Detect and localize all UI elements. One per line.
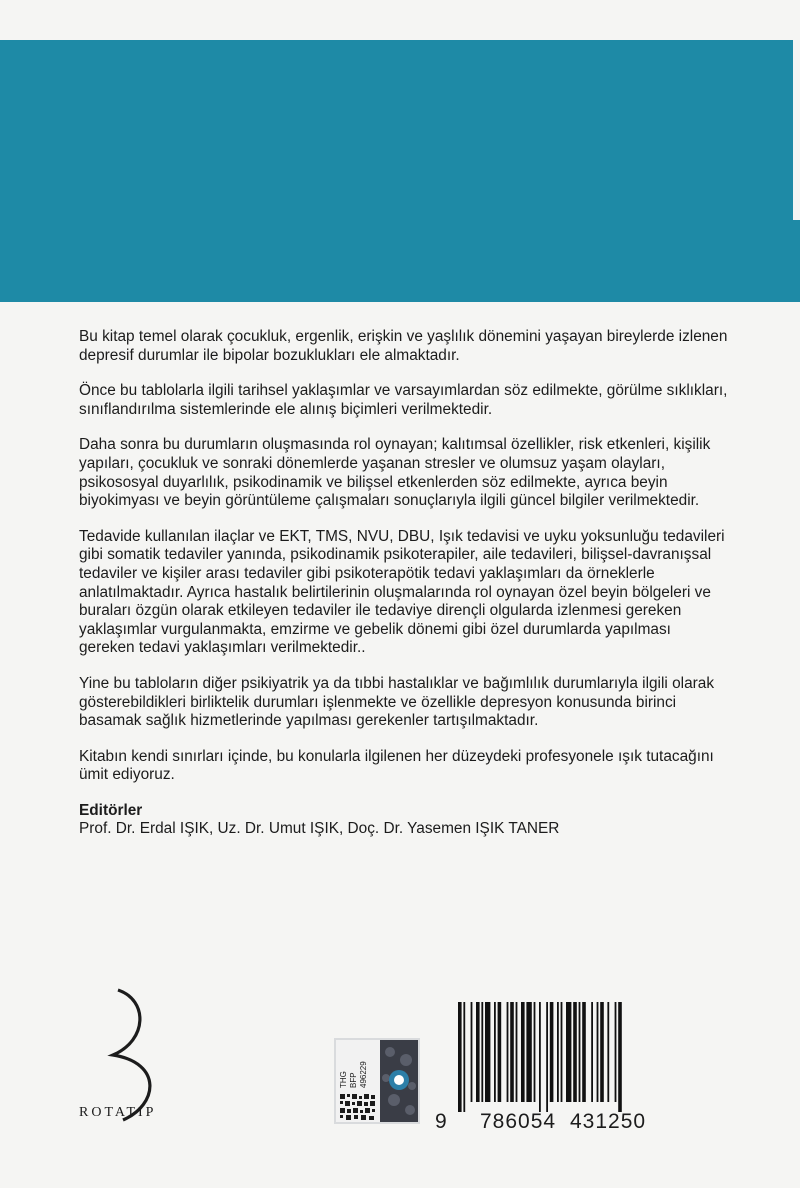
cover-color-band [0, 40, 793, 302]
barcode-bar [557, 1002, 559, 1102]
sticker-line-1: THG [339, 1071, 348, 1088]
barcode-bar [546, 1002, 548, 1112]
barcode-bar [582, 1002, 586, 1102]
barcode-bar [526, 1002, 531, 1102]
editors-block [79, 802, 729, 839]
barcode-bar [471, 1002, 473, 1102]
barcode-bar [591, 1002, 593, 1102]
barcode-bar [458, 1002, 462, 1112]
barcode-bar [607, 1002, 609, 1102]
barcode-bar [566, 1002, 571, 1102]
back-cover-text [79, 328, 729, 839]
publisher-name: ROTATIP [79, 1105, 157, 1120]
editors-names: Prof. Dr. Erdal IŞIK, Uz. Dr. Umut IŞIK, Doç. Dr. Yasemen IŞIK TANER [79, 820, 560, 838]
barcode-bar [539, 1002, 541, 1112]
barcode-bar [498, 1002, 502, 1102]
paragraph-closing: Kitabın kendi sınırları içinde, bu konularla ilgilenen her düzeydeki profesyonele ışık tutacağını ümit ediyoruz. [79, 747, 714, 784]
barcode-bar [534, 1002, 536, 1102]
barcode-bar [618, 1002, 622, 1112]
isbn-group-1: 786054 [480, 1110, 557, 1133]
barcode-bar [579, 1002, 581, 1102]
isbn-lead-digit: 9 [435, 1110, 448, 1133]
barcode-bar [463, 1002, 465, 1112]
paragraph-treatment: Tedavide kullanılan ilaçlar ve EKT, TMS, NVU, DBU, Işık tedavisi ve uyku yoksunluğu tedavileri gibi somatik tedaviler yanında, psikodinamik psikoterapiler, aile tedavileri, bilişsel-davranışsal tedaviler ve kişiler arası tedaviler gibi psikoterapötik tedavi yaklaşımları da örneklerle anlatılmaktadır. Ayrıca hastalık belirtilerinin oluşmalarında rol oynayan özel beyin bölgeleri ve buraları özgün olarak etkileyen tedaviler ile tedaviye dirençli olgularda izlenmesi gereken yaklaşımlar vurgulanmakta, emzirme ve gebelik dönemi gibi özel durumlarda yapılması gereken tedavi yaklaşımları verilmektedir.. [79, 527, 725, 657]
editors-title: Editörler [79, 801, 143, 819]
barcode-bar [485, 1002, 490, 1102]
barcode-bar [597, 1002, 599, 1102]
barcode-bar [615, 1002, 617, 1102]
barcode-bar [521, 1002, 525, 1102]
paragraph-comorbidity: Yine bu tabloların diğer psikiyatrik ya da tıbbi hastalıklar ve bağımlılık durumlarıyla ilgili olarak gösterebildikleri birliktelik durumları işlenmekte ve özellikle depresyon konusunda birinci basamak sağlık hizmetlerinde yapılması gerekenler tartışılmaktadır. [79, 674, 715, 730]
barcode-bar [476, 1002, 480, 1102]
barcode-bar [550, 1002, 554, 1102]
rotatip-logo-icon [78, 985, 178, 1125]
barcode-bar [507, 1002, 509, 1102]
barcode-bar [481, 1002, 483, 1102]
barcode-bar [600, 1002, 604, 1102]
paragraph-intro: Bu kitap temel olarak çocukluk, ergenlik, erişkin ve yaşlılık dönemini yaşayan bireylerde izlenen depresif durumlar ile bipolar bozuklukları ele almaktadır. [79, 328, 728, 364]
barcode-bar [573, 1002, 577, 1102]
isbn-barcode [458, 1002, 668, 1112]
paragraph-causes: Daha sonra bu durumların oluşmasında rol oynayan; kalıtımsal özellikler, risk etkenleri, kişilik yapıları, çocukluk ve sonraki dönemlerde yaşanan stresler ve olumsuz yaşam olayları, psikososyal duyarlılık, psikodinamik ve bilişsel etkenlerden söz edilmekte, ayrıca beyin biyokimyası ve beyin görüntüleme çalışmaları sonuçlarıyla ilgili güncel bilgiler verilmektedir. [79, 436, 711, 510]
sticker-line-3: 496229 [359, 1061, 368, 1088]
barcode-bar [494, 1002, 496, 1102]
paragraph-history: Önce bu tablolarla ilgili tarihsel yaklaşımlar ve varsayımlardan söz edilmekte, görülme sıklıkları, sınıflandırılma sistemlerinde ele alınış biçimleri verilmektedir. [79, 382, 728, 418]
isbn-number [420, 1110, 690, 1140]
barcode-bar [516, 1002, 518, 1102]
cover-color-band-edge [793, 220, 800, 302]
security-hologram-icon [334, 1038, 420, 1124]
barcode-bar [561, 1002, 563, 1102]
barcode-bar [510, 1002, 514, 1102]
isbn-group-2: 431250 [570, 1110, 647, 1133]
sticker-line-2: BFP [349, 1072, 358, 1088]
